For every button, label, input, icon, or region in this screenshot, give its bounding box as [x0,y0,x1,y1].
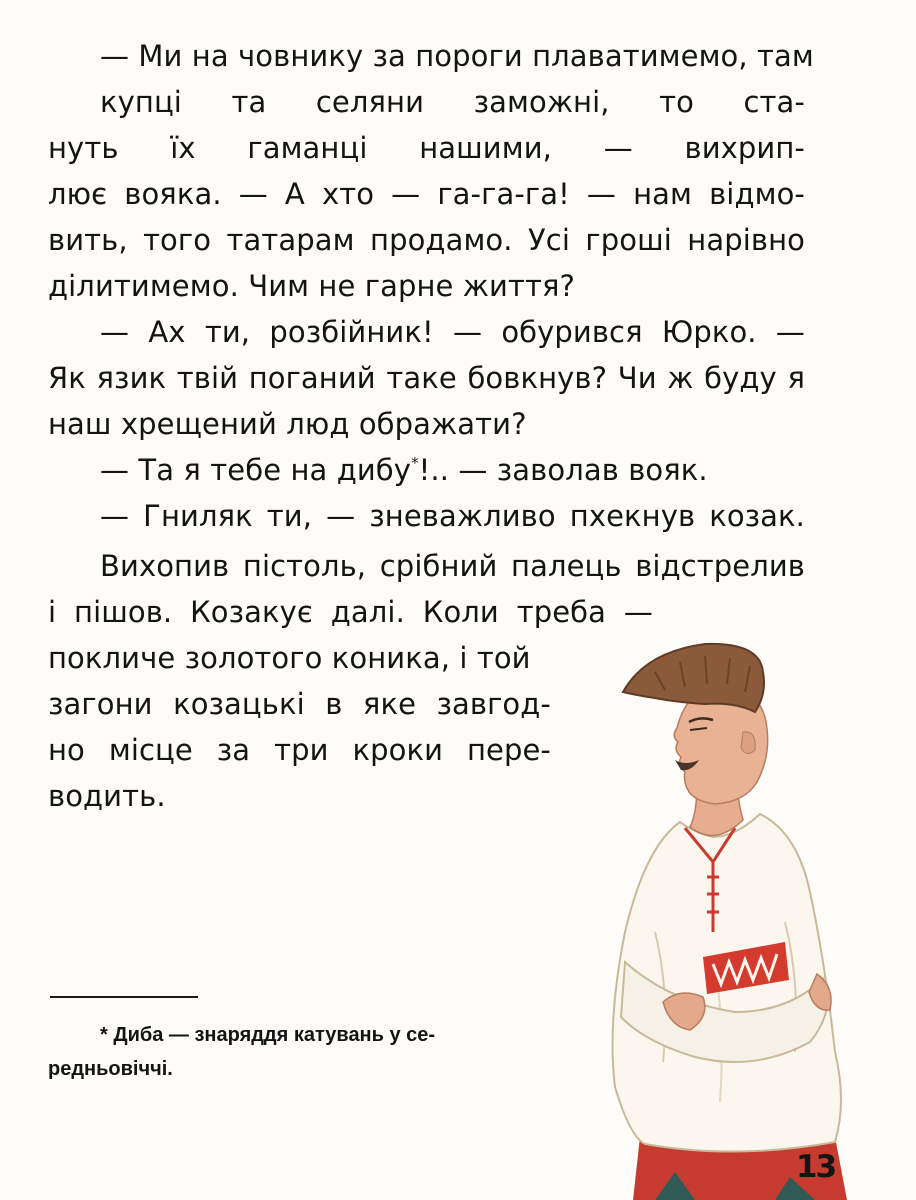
text-line-10 [100,448,708,497]
page-number: 13 [796,1149,836,1185]
text-line-6: ділитимемо. Чим не гарне життя? [48,269,575,303]
text-line-12: Вихопив пістоль, срібний палець відстрелив [100,549,805,583]
text-line-3: нуть їх гаманці нашими, — вихрип- [48,131,805,165]
text-line-9: наш хрещений люд ображати? [48,407,527,441]
footnote-line-2: редньовіччі. [48,1058,173,1080]
text-line-16: но місце за три кроки пере- [48,733,551,767]
text-line-14: покличе золотого коника, і той [48,641,531,675]
text-line-8: Як язик твій поганий таке бовкнув? Чи ж буду я [48,361,805,395]
text-line-10-start: — Та я тебе на дибу [100,453,412,487]
text-line-17: водить. [48,779,166,813]
text-line-15: загони козацькі в яке завгод- [48,687,551,721]
text-line-1: — Ми на човнику за пороги плаватимемо, там [100,39,814,73]
text-line-11: — Гниляк ти, — зневажливо пхекнув козак. [100,499,805,533]
text-line-4: лює вояка. — А хто — га-га-га! — нам відмо- [48,177,805,211]
footnote-line-1: * Диба — знаряддя катувань у се- [100,1024,436,1046]
cossack-illustration [585,632,916,1200]
text-line-10-end: !.. — заволав вояк. [418,453,708,487]
text-line-13: і пішов. Козакує далі. Коли треба — [48,595,653,629]
text-line-7: — Ах ти, розбійник! — обурився Юрко. — [100,315,805,349]
footnote-divider [50,996,198,998]
text-line-2: купці та селяни заможні, то ста- [100,85,805,119]
text-line-5: вить, того татарам продамо. Усі гроші нарівно [48,223,805,257]
footnote-mark: * [411,454,419,472]
